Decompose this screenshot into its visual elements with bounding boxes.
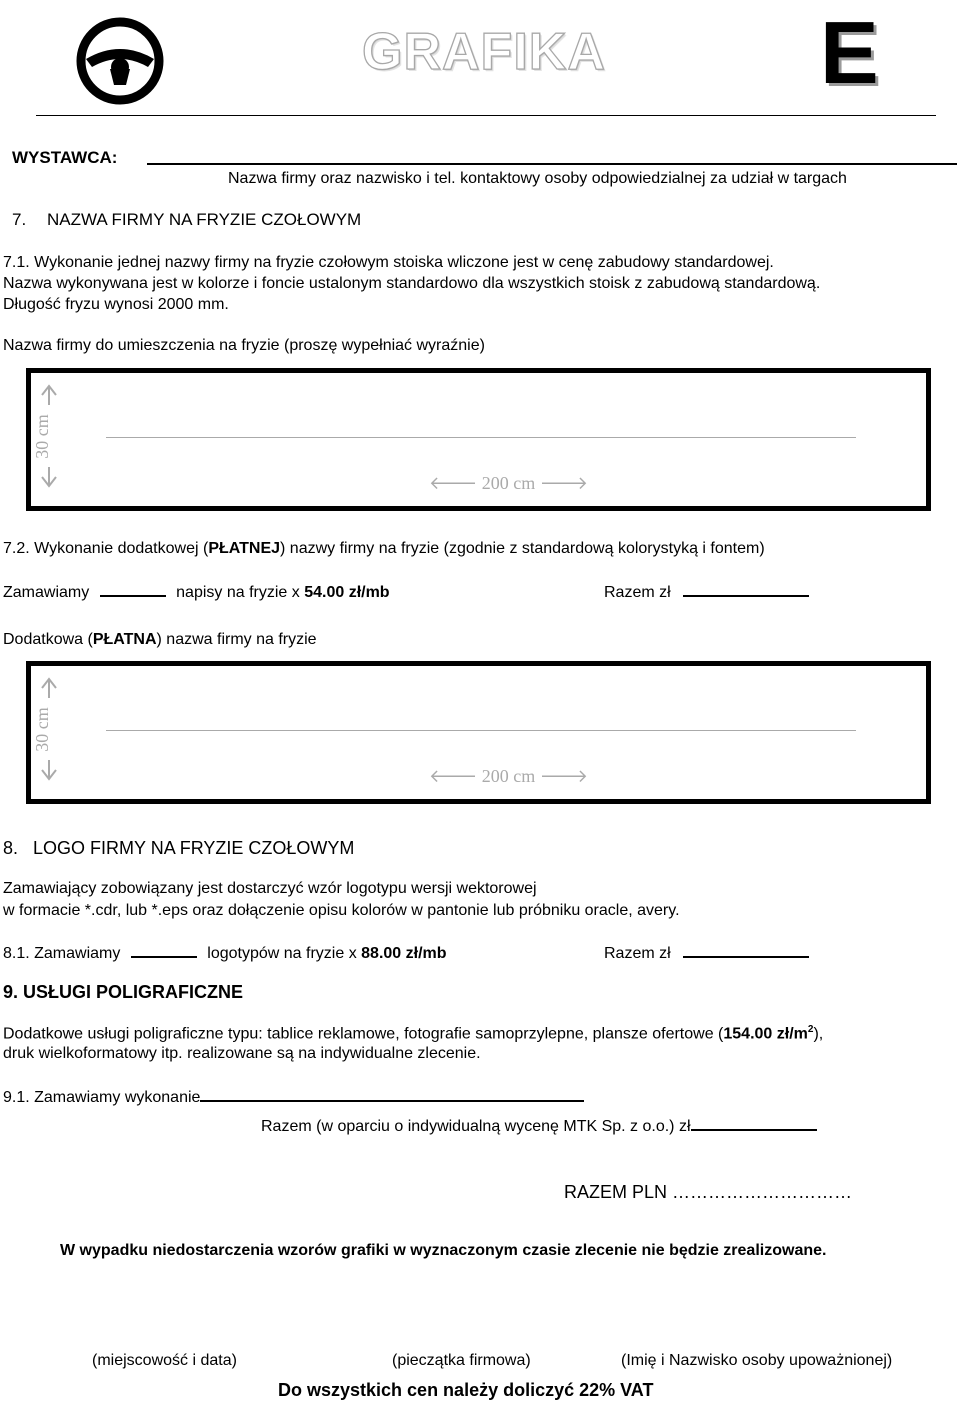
right-arrow-icon: 🡒 bbox=[535, 766, 589, 786]
order-label-9: 9.1. Zamawiamy wykonanie bbox=[3, 1089, 201, 1106]
grand-total: RAZEM PLN ………………………… bbox=[564, 1182, 853, 1202]
section-7-2-text-a: 7.2. Wykonanie dodatkowej ( bbox=[3, 540, 209, 557]
signature-place-date: (miejscowość i data) bbox=[92, 1352, 237, 1369]
order-price-8: 88.00 zł/mb bbox=[361, 945, 447, 962]
section-9-title: 9. USŁUGI POLIGRAFICZNE bbox=[3, 982, 244, 1002]
width-label-2: 200 cm bbox=[481, 766, 536, 786]
exhibitor-label: WYSTAWCA: bbox=[12, 148, 118, 167]
total-label-7: Razem zł bbox=[604, 584, 671, 601]
total-row-9 bbox=[261, 1115, 817, 1136]
section-7-title: NAZWA FIRMY NA FRYZIE CZOŁOWYM bbox=[47, 210, 362, 229]
order-price-7: 54.00 zł/mb bbox=[304, 584, 390, 601]
height-dimension-2 bbox=[33, 674, 69, 784]
section-7-number: 7. bbox=[12, 210, 27, 229]
section-7-2-text-c: ) nazwy firmy na fryzie (zgodnie z standardową kolorystyką i fontem) bbox=[280, 540, 765, 557]
total-input-7[interactable] bbox=[683, 581, 809, 597]
frieze-quantity-input[interactable] bbox=[100, 581, 166, 597]
section-9-line-1a: Dodatkowe usługi poligraficzne typu: tablice reklamowe, fotografie samoprzylepne, plansze ofertowe ( bbox=[3, 1025, 724, 1043]
exhibitor-hint: Nazwa firmy oraz nazwisko i tel. kontaktowy osoby odpowiedzialnej za udział w targach bbox=[228, 170, 847, 187]
total-input-8[interactable] bbox=[683, 942, 809, 958]
exhibitor-input-line[interactable] bbox=[147, 163, 957, 165]
warning-text: W wypadku niedostarczenia wzorów grafiki w wyznaczonym czasie zlecenie nie będzie zrealizowane. bbox=[60, 1242, 827, 1259]
frieze-instruction: Nazwa firmy do umieszczenia na fryzie (proszę wypełniać wyraźnie) bbox=[3, 337, 485, 354]
service-description-input[interactable] bbox=[200, 1086, 584, 1102]
total-row-8 bbox=[604, 942, 809, 963]
width-label-1: 200 cm bbox=[481, 473, 536, 493]
order-row-8 bbox=[3, 942, 447, 963]
order-label-8: 8.1. Zamawiamy bbox=[3, 945, 121, 962]
frieze-box-1 bbox=[26, 368, 931, 511]
frieze-box-2 bbox=[26, 661, 931, 804]
section-9-paragraph-line-1 bbox=[3, 1024, 823, 1044]
left-arrow-icon: 🡐 bbox=[429, 766, 482, 786]
total-input-9[interactable] bbox=[691, 1115, 817, 1131]
section-7-paragraph-line-1: 7.1. Wykonanie jednej nazwy firmy na fryzie czołowym stoiska wliczone jest w cenę zabudowy standardowej. bbox=[3, 254, 774, 271]
section-9-price-sup: 2 bbox=[807, 1024, 814, 1035]
width-dimension-2 bbox=[429, 766, 588, 787]
total-label-8: Razem zł bbox=[604, 945, 671, 962]
steering-wheel-logo-icon bbox=[66, 15, 174, 105]
order-text-7: napisy na fryzie x bbox=[176, 584, 305, 601]
frieze-name-input-2[interactable] bbox=[106, 730, 856, 731]
height-label-1: 30 cm bbox=[31, 414, 52, 459]
order-row-9 bbox=[3, 1086, 584, 1107]
header-title: GRAFIKA bbox=[362, 23, 606, 81]
section-8-paragraph-line-2: w formacie *.cdr, lub *.eps oraz dołączenie opisu kolorów w pantonie lub próbniku oracle, avery. bbox=[3, 902, 680, 919]
total-row-7 bbox=[604, 581, 809, 602]
section-7-paragraph-line-2: Nazwa wykonywana jest w kolorze i foncie ustalonym standardowo dla wszystkich stoisk z zabudową standardową. bbox=[3, 275, 821, 292]
section-8-title: 8. LOGO FIRMY NA FRYZIE CZOŁOWYM bbox=[3, 838, 355, 858]
extra-frieze-a: Dodatkowa ( bbox=[3, 631, 93, 648]
extra-frieze-c: ) nazwa firmy na fryzie bbox=[156, 631, 317, 648]
order-label-7: Zamawiamy bbox=[3, 584, 90, 601]
section-9-paragraph-line-2: druk wielkoformatowy itp. realizowane są na indywidualne zlecenie. bbox=[3, 1045, 481, 1062]
height-dimension-1 bbox=[33, 381, 69, 491]
order-text-8: logotypów na fryzie x bbox=[207, 945, 362, 962]
right-arrow-icon: 🡒 bbox=[535, 473, 589, 493]
order-row-7 bbox=[3, 581, 390, 602]
section-9-price: 154.00 zł/m bbox=[723, 1025, 808, 1043]
section-7-2-paid: PŁATNEJ bbox=[208, 540, 281, 557]
section-9-line-1c: ), bbox=[813, 1025, 824, 1043]
signature-stamp: (pieczątka firmowa) bbox=[392, 1352, 531, 1369]
width-dimension-1 bbox=[429, 473, 588, 494]
left-arrow-icon: 🡐 bbox=[429, 473, 482, 493]
extra-frieze-paid: PŁATNA bbox=[92, 631, 157, 648]
section-letter: E bbox=[820, 3, 879, 102]
footer-vat-note: Do wszystkich cen należy doliczyć 22% VAT bbox=[278, 1380, 654, 1400]
section-7-paragraph-line-3: Długość fryzu wynosi 2000 mm. bbox=[3, 296, 229, 313]
extra-frieze-label bbox=[3, 631, 317, 649]
header-divider bbox=[36, 115, 936, 116]
section-8-paragraph-line-1: Zamawiający zobowiązany jest dostarczyć wzór logotypu wersji wektorowej bbox=[3, 880, 537, 897]
section-7-2-text bbox=[3, 540, 765, 558]
signature-name: (Imię i Nazwisko osoby upoważnionej) bbox=[621, 1352, 893, 1369]
total-label-9: Razem (w oparciu o indywidualną wycenę MTK Sp. z o.o.) zł bbox=[261, 1118, 691, 1135]
height-label-2: 30 cm bbox=[31, 707, 52, 752]
frieze-name-input-1[interactable] bbox=[106, 437, 856, 438]
logo-quantity-input[interactable] bbox=[131, 942, 197, 958]
